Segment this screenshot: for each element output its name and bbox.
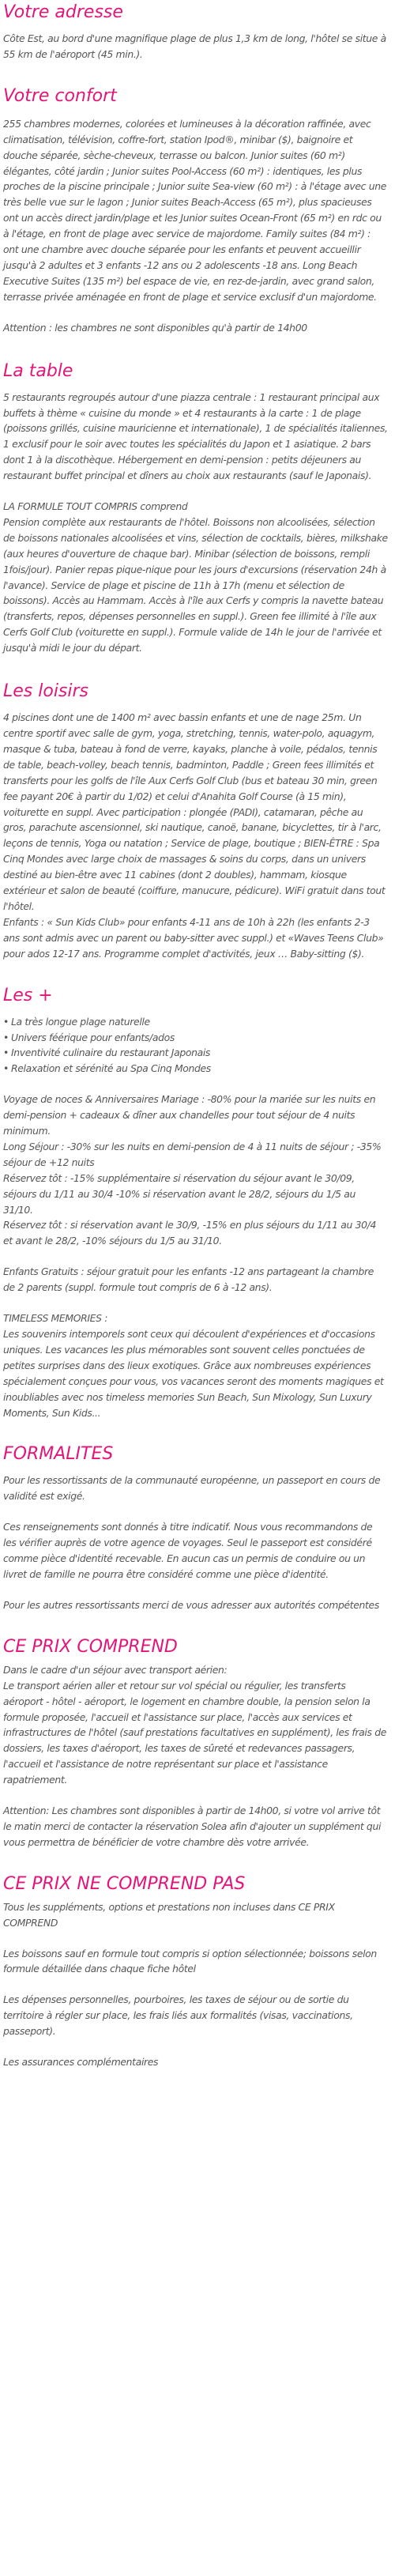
list-item: • Relaxation et sérénité au Spa Cinq Mondes xyxy=(3,1061,388,1077)
ne-comprend-text-4: Les assurances complémentaires xyxy=(3,2056,159,2069)
adresse-text: Côte Est, au bord d'une magnifique plage de plus 1,3 km de long, l'hôtel se situe à 55 km de l'aéroport (45 min.). xyxy=(3,32,386,60)
timeless-text: TIMELESS MEMORIES : Les souvenirs intemporels sont ceux qui découlent d'expériences et d'occasions uniques. Les vacances les plus mémorables sont souvent celles ponctuées de petites surprises dans des lieux exotiques. Grâce aux nombreuses expériences spécialement conçues pour vous, vos vacances seront des moments magiques et inoubliables avec nos timeless memories Sun Beach, Sun Mixology, Sun Luxury Moments, Sun Kids... xyxy=(3,1312,384,1419)
list-item: • Inventivité culinaire du restaurant Japonais xyxy=(3,1045,388,1061)
formalites-text-1: Pour les ressortissants de la communauté européenne, un passeport en cours de validité est exigé. xyxy=(3,1474,381,1503)
bullet-icon: • xyxy=(3,1031,9,1043)
list-item: • La très longue plage naturelle xyxy=(3,1014,388,1030)
ne-comprend-text-2: Les boissons sauf en formule tout compris si option sélectionnée; boissons selon formule détaillée dans chaque fiche hôtel xyxy=(3,1947,377,1975)
list-item: • Univers féérique pour enfants/ados xyxy=(3,1030,388,1046)
enfants-gratuits-text: Enfants Gratuits : séjour gratuit pour les enfants -12 ans partageant la chambre de 2 parents (suppl. formule tout compris de 6 à -12 ans). xyxy=(3,1265,374,1294)
comprend-text-2: Attention: Les chambres sont disponibles à partir de 14h00, si votre vol arrive tôt le matin merci de contacter la réservation Solea afin d'ajouter un supplément qui vous permettra de bénéficier de votre chambre dès votre arrivée. xyxy=(3,1805,382,1848)
section-title-comprend: CE PRIX COMPREND xyxy=(3,1636,178,1657)
comprend-text-1: Dans le cadre d'un séjour avec transport aérien: Le transport aérien aller et retour sur vol spécial ou régulier, les transferts aéroport - hôtel - aéroport, le logement en chambre double, la pension selon la formule proposée, l'accueil et l'assistance sur place, l'accès aux services et infrastructures de l'hôtel (sauf prestations facultatives en supplément), les frais de dossiers, les taxes d'aéroport, les taxes de sûreté et redevances passagers, l'accueil et l'assistance de notre représentant sur place et l'assistance rapatriement. xyxy=(3,1663,387,1786)
plus-list xyxy=(3,1014,388,1077)
bullet-icon: • xyxy=(3,1062,9,1075)
section-title-plus: Les + xyxy=(3,985,53,1005)
section-title-ne-comprend: CE PRIX NE COMPREND PAS xyxy=(3,1873,246,1894)
table-text: 5 restaurants regroupés autour d'une piazza centrale : 1 restaurant principal aux buffets à thème « cuisine du monde » et 4 restaurants à la carte : 1 de plage (poissons grillés, cuisine mauricienne et internationale), 1 de spécialités italiennes, 1 exclusif pour le soir avec toutes les spécialités du Japon et 1 asiatique. 2 bars dont 1 à la discothèque. Hébergement en demi-pension : petits déjeuners au restaurant buffet principal et dîners au choix aux restaurants (sauf le Japonais). xyxy=(3,390,388,482)
formule-title: LA FORMULE TOUT COMPRIS comprend xyxy=(3,500,188,513)
confort-text: 255 chambres modernes, colorées et lumineuses à la décoration raffinée, avec climatisation, télévision, coffre-fort, station Ipod®, minibar ($), baignoire et douche séparée, sèche-cheveux, terrasse ou balcon. Junior suites (60 m²) élégantes, côté jardin ; Junior suites Pool-Access (60 m²) : identiques, les plus proches de la piscine principale ; Junior suite Sea-view (60 m²) : à l'étage avec une très belle vue sur le lagon ; Junior suites Beach-Access (65 m²), plus spacieuses ont un accès direct jardin/plage et les Junior suites Ocean-Front (65 m²) en rdc ou à l'étage, en front de plage avec service de majordome. Family suites (84 m²) : ont une chambre avec douche séparée pour les enfants et peuvent accueillir jusqu'à 2 adultes et 3 enfants -12 ans ou 2 adolescents -18 ans. Long Beach Executive Suites (135 m²) bel espace de vie, en rez-de-jardin, avec grand salon, terrasse privée aménagée en front de plage et service exclusif d'un majordome. xyxy=(3,117,386,303)
bullet-icon: • xyxy=(3,1047,9,1059)
formalites-text-3: Pour les autres ressortissants merci de vous adresser aux autorités compétentes xyxy=(3,1598,379,1611)
section-title-confort: Votre confort xyxy=(3,85,117,106)
offres-text: Voyage de noces & Anniversaires Mariage : -80% pour la mariée sur les nuits en demi-pension + cadeaux & dîner aux chandelles pour tout séjour de 4 nuits minimum. Long Séjour : -30% sur les nuits en demi-pension de 4 à 11 nuits de séjour ; -35% séjour de +12 nuits Réservez tôt : -15% supplémentaire si réservation du séjour avant le 30/09, séjours du 1/11 au 30/4 -10% si réservation avant le 28/2, séjours du 1/5 au 31/10. Réservez tôt : si réservation avant le 30/9, -15% en plus séjours du 1/11 au 30/4 et avant le 28/2, -10% séjours du 1/5 au 31/10. xyxy=(3,1093,382,1247)
loisirs-text: 4 piscines dont une de 1400 m² avec bassin enfants et une de nage 25m. Un centre sportif avec salle de gym, yoga, stretching, tennis, water-polo, aquagym, masque & tuba, bateau à fond de verre, kayaks, planche à voile, pédalos, tennis de table, beach-volley, beach tennis, badminton, Paddle ; Green fees illimités et transferts pour les golfs de l'île Aux Cerfs Golf Club (bus et bateau 30 min, green fee payant 20€ à partir du 1/02) et celui d'Anahita Golf Course (à 15 min), voiturette en suppl. Avec participation : plongée (PADI), catamaran, pêche au gros, parachute ascensionnel, ski nautique, canoë, banane, bicyclettes, tir à l'arc, leçons de tennis, Yoga ou natation ; Service de plage, boutique ; BIEN-ÊTRE : Spa Cinq Mondes avec large choix de massages & soins du corps, dans un univers destiné au bien-être avec 11 cabines (dont 2 doubles), hammam, kiosque extérieur et salon de beauté (coiffure, manucure, pédicure). WiFi gratuit dans tout l'hôtel. Enfants : « Sun Kids Club» pour enfants 4-11 ans de 10h à 22h (les enfants 2-3 ans sont admis avec un parent ou baby-sitter avec suppl.) et «Waves Teens Club» pour ados 12-17 ans. Programme complet d'activités, jeux … Baby-sitting ($). xyxy=(3,711,386,960)
section-title-adresse: Votre adresse xyxy=(3,2,123,22)
section-title-loisirs: Les loisirs xyxy=(3,681,89,702)
formalites-text-2: Ces renseignements sont donnés à titre indicatif. Nous vous recommandons de les vérifier auprès de votre agence de voyages. Seul le passeport est considéré comme pièce d'identité recevable. En aucun cas un permis de conduire ou un livret de famille ne pourra être considéré comme une pièce d'identité. xyxy=(3,1521,373,1580)
section-title-table: La table xyxy=(3,360,73,381)
formule-text: Pension complète aux restaurants de l'hôtel. Boissons non alcoolisées, sélection de boissons nationales alcoolisées et vins, sélection de cocktails, bières, milkshake (aux heures d'ouverture de chaque bar). Minibar (sélection de boissons, rempli 1fois/jour). Panier repas pique-nique pour les jours d'excursions (réservation 24h à l'avance). Service de plage et piscine de 11h à 17h (menu et sélection de boissons). Accès au Hammam. Accès à l'île aux Cerfs y compris la navette bateau (transferts, repos, dépenses personnelles en suppl.). Green fee illimité à l'île aux Cerfs Golf Club (voiturette en suppl.). Formule valide de 14h le jour de l'arrivée et jusqu'à midi le jour du départ. xyxy=(3,515,388,654)
confort-note: Attention : les chambres ne sont disponibles qu'à partir de 14h00 xyxy=(3,321,307,334)
section-title-formalites: FORMALITES xyxy=(3,1444,114,1465)
ne-comprend-text-1: Tous les suppléments, options et prestations non incluses dans CE PRIX COMPREND xyxy=(3,1900,335,1929)
bullet-icon: • xyxy=(3,1015,9,1028)
ne-comprend-text-3: Les dépenses personnelles, pourboires, les taxes de séjour ou de sortie du territoire à régler sur place, les frais liés aux formalités (visas, vaccinations, passeport). xyxy=(3,1993,353,2038)
